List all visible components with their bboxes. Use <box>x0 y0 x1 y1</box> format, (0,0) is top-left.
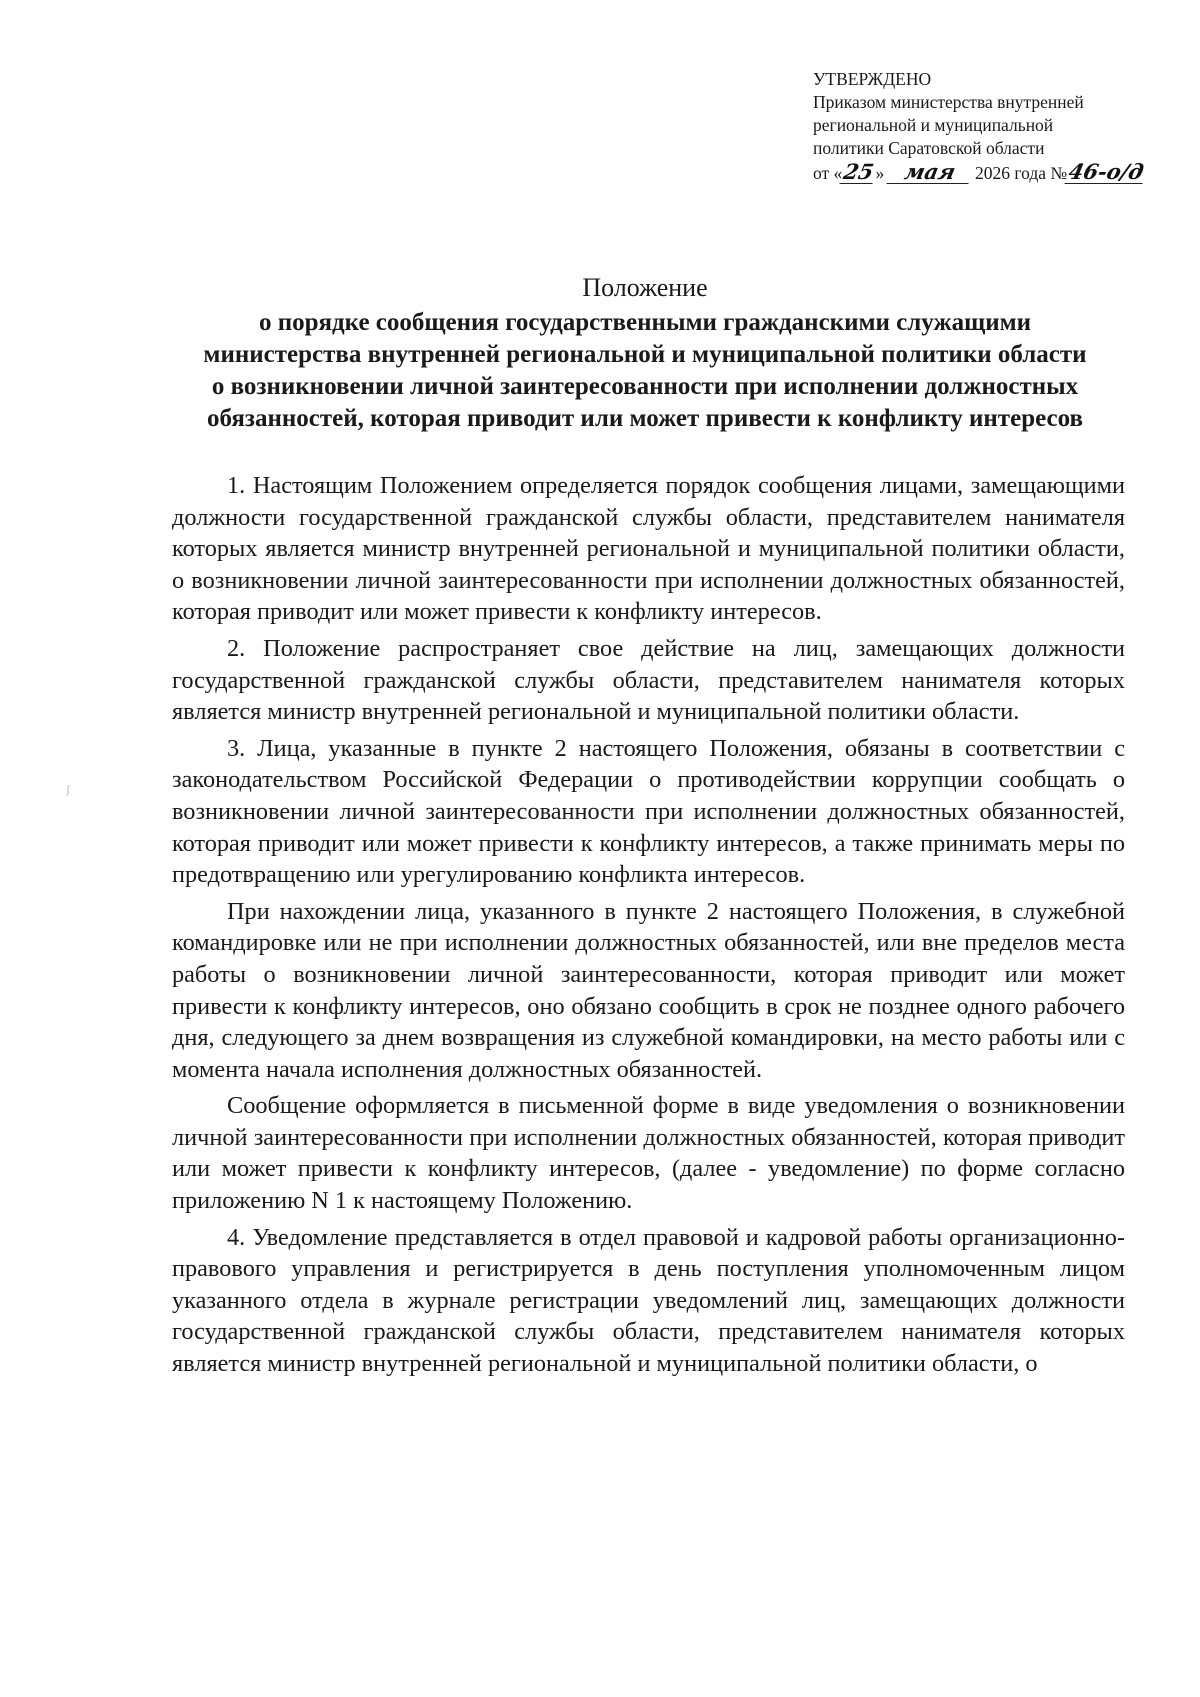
heading-line-2: министерства внутренней региональной и муниципальной политики области <box>203 341 1087 368</box>
heading-line-4: обязанностей, которая приводит или может привести к конфликту интересов <box>207 405 1083 432</box>
heading-line-3: о возникновении личной заинтересованности при исполнении должностных <box>211 373 1079 400</box>
approval-line-2: региональной и муниципальной <box>813 115 1054 135</box>
paragraph-1: 1. Настоящим Положением определяется порядок сообщения лицами, замещающими должности государственной гражданской службы области, представителем нанимателя которых является министр внутренней региональной и муниципальной политики области, о возникновении личной заинтересованности при исполнении должностных обязанностей, которая приводит или может привести к конфликту интересов. <box>172 472 1125 626</box>
approval-line-1: Приказом министерства внутренней <box>813 92 1084 112</box>
paragraph-3: 3. Лица, указанные в пункте 2 настоящего Положения, обязаны в соответствии с законодательством Российской Федерации о противодействии коррупции сообщать о возникновении личной заинтересованности при исполнении должностных обязанностей, которая приводит или может привести к конфликту интересов, а также принимать меры по предотвращению или урегулированию конфликта интересов. <box>172 734 1125 889</box>
handwritten-order-number: 46-о/д <box>1066 159 1147 184</box>
paragraph-4: 4. Уведомление представляется в отдел правовой и кадровой работы организационно-правового управления и регистрируется в день поступления уполномоченным лицом указанного отдела в журнале регистрации уведомлений лиц, замещающих должности государственной гражданской службы области, представителем нанимателя которых является министр внутренней региональной и муниципальной политики области, о <box>172 1223 1125 1378</box>
document-body <box>172 470 1125 1380</box>
approval-line-3: политики Саратовской области <box>813 138 1045 158</box>
approval-stamp <box>813 68 1147 185</box>
paragraph-3-business-trip: При нахождении лица, указанного в пункте 2 настоящего Положения, в служебной командировке или не при исполнении должностных обязанностей, или вне пределов места работы о возникновении личной заинтересованности, которая приводит или может привести к конфликту интересов, оно обязано сообщить в срок не позднее одного рабочего дня, следующего за днем возвращения из служебной командировки, на место работы или с момента начала исполнения должностных обязанностей. <box>172 897 1125 1083</box>
year-label: 2026 года № <box>975 163 1068 183</box>
approval-title: УТВЕРЖДЕНО <box>813 69 932 89</box>
document-title: Положение <box>582 273 708 302</box>
approval-date-line <box>813 159 1147 185</box>
heading-line-1: о порядке сообщения государственными гражданскими служащими <box>258 309 1032 336</box>
margin-mark: ʃ <box>66 782 70 796</box>
document-heading <box>160 272 1130 435</box>
handwritten-day: 25 <box>841 159 877 184</box>
paragraph-3-notification-form: Сообщение оформляется в письменной форме в виде уведомления о возникновении личной заинтересованности при исполнении должностных обязанностей, которая приводит или может привести к конфликту интересов, (далее - уведомление) по форме согласно приложению N 1 к настоящему Положению. <box>172 1092 1125 1215</box>
date-prefix: от « <box>813 163 843 183</box>
date-mid: » <box>875 163 885 183</box>
handwritten-month: мая <box>886 160 973 184</box>
paragraph-2: 2. Положение распространяет свое действие на лиц, замещающих должности государственной гражданской службы области, представителем нанимателя которых является министр внутренней региональной и муниципальной политики области. <box>172 634 1125 726</box>
